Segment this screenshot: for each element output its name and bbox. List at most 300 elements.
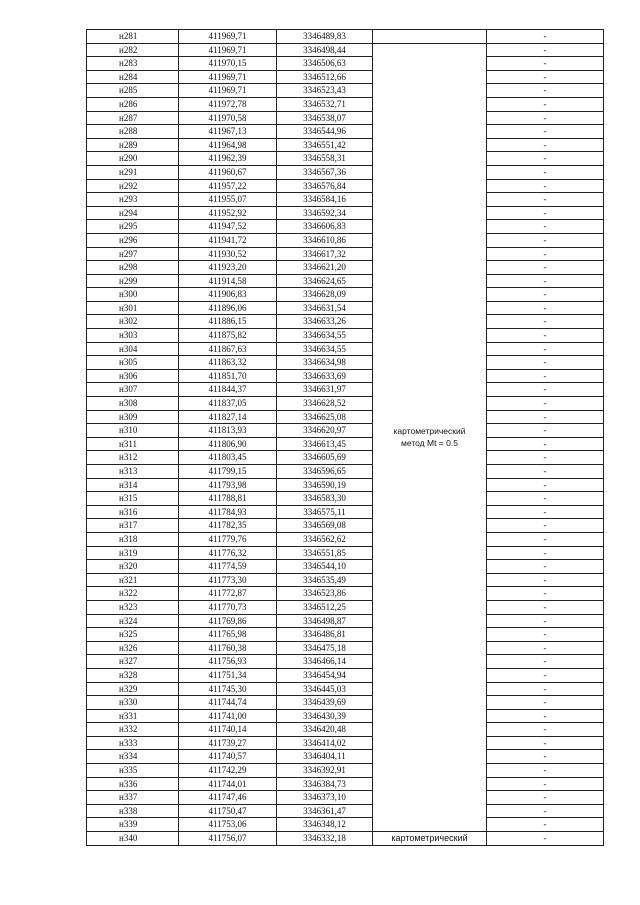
point-name-cell: н326 bbox=[87, 641, 179, 655]
point-name-cell: н302 bbox=[87, 315, 179, 329]
dash-cell: - bbox=[487, 465, 604, 479]
table-row bbox=[87, 641, 604, 655]
table-row bbox=[87, 424, 604, 438]
y-coordinate-cell: 3346575,11 bbox=[277, 505, 373, 519]
dash-cell: - bbox=[487, 342, 604, 356]
y-coordinate-cell: 3346624,65 bbox=[277, 274, 373, 288]
dash-cell: - bbox=[487, 233, 604, 247]
x-coordinate-cell: 411793,98 bbox=[179, 478, 277, 492]
dash-cell: - bbox=[487, 369, 604, 383]
point-name-cell: н295 bbox=[87, 220, 179, 234]
dash-cell: - bbox=[487, 641, 604, 655]
x-coordinate-cell: 411765,98 bbox=[179, 628, 277, 642]
point-name-cell: н313 bbox=[87, 465, 179, 479]
point-name-cell: н335 bbox=[87, 764, 179, 778]
point-name-cell: н305 bbox=[87, 356, 179, 370]
table-row bbox=[87, 682, 604, 696]
table-row bbox=[87, 261, 604, 275]
method-cell-last: картометрический bbox=[373, 832, 487, 846]
point-name-cell: н329 bbox=[87, 682, 179, 696]
point-name-cell: н282 bbox=[87, 43, 179, 57]
dash-cell: - bbox=[487, 424, 604, 438]
table-row bbox=[87, 818, 604, 832]
point-name-cell: н339 bbox=[87, 818, 179, 832]
y-coordinate-cell: 3346584,16 bbox=[277, 193, 373, 207]
point-name-cell: н333 bbox=[87, 736, 179, 750]
y-coordinate-cell: 3346475,18 bbox=[277, 641, 373, 655]
y-coordinate-cell: 3346486,81 bbox=[277, 628, 373, 642]
x-coordinate-cell: 411773,30 bbox=[179, 573, 277, 587]
table-row bbox=[87, 764, 604, 778]
table-row bbox=[87, 587, 604, 601]
table-row bbox=[87, 301, 604, 315]
point-name-cell: н336 bbox=[87, 777, 179, 791]
x-coordinate-cell: 411803,45 bbox=[179, 451, 277, 465]
x-coordinate-cell: 411742,29 bbox=[179, 764, 277, 778]
point-name-cell: н290 bbox=[87, 152, 179, 166]
dash-cell: - bbox=[487, 125, 604, 139]
table-row bbox=[87, 383, 604, 397]
point-name-cell: н308 bbox=[87, 397, 179, 411]
point-name-cell: н319 bbox=[87, 546, 179, 560]
point-name-cell: н287 bbox=[87, 111, 179, 125]
y-coordinate-cell: 3346606,83 bbox=[277, 220, 373, 234]
x-coordinate-cell: 411941,72 bbox=[179, 233, 277, 247]
dash-cell: - bbox=[487, 505, 604, 519]
table-row bbox=[87, 655, 604, 669]
y-coordinate-cell: 3346454,94 bbox=[277, 668, 373, 682]
y-coordinate-cell: 3346628,52 bbox=[277, 397, 373, 411]
table-row bbox=[87, 70, 604, 84]
y-coordinate-cell: 3346633,69 bbox=[277, 369, 373, 383]
dash-cell: - bbox=[487, 274, 604, 288]
table-row bbox=[87, 723, 604, 737]
dash-cell: - bbox=[487, 138, 604, 152]
table-row bbox=[87, 57, 604, 71]
table-row bbox=[87, 777, 604, 791]
table-row bbox=[87, 329, 604, 343]
dash-cell: - bbox=[487, 832, 604, 846]
y-coordinate-cell: 3346512,25 bbox=[277, 600, 373, 614]
table-row bbox=[87, 152, 604, 166]
method-cell-merged bbox=[373, 43, 487, 831]
point-name-cell: н340 bbox=[87, 832, 179, 846]
x-coordinate-cell: 411756,07 bbox=[179, 832, 277, 846]
table-row bbox=[87, 30, 604, 44]
dash-cell: - bbox=[487, 193, 604, 207]
dash-cell: - bbox=[487, 750, 604, 764]
point-name-cell: н307 bbox=[87, 383, 179, 397]
dash-cell: - bbox=[487, 301, 604, 315]
x-coordinate-cell: 411776,32 bbox=[179, 546, 277, 560]
table-row bbox=[87, 342, 604, 356]
x-coordinate-cell: 411799,15 bbox=[179, 465, 277, 479]
dash-cell: - bbox=[487, 709, 604, 723]
table-row bbox=[87, 125, 604, 139]
table-row bbox=[87, 247, 604, 261]
y-coordinate-cell: 3346620,97 bbox=[277, 424, 373, 438]
point-name-cell: н284 bbox=[87, 70, 179, 84]
y-coordinate-cell: 3346592,34 bbox=[277, 206, 373, 220]
table-row bbox=[87, 628, 604, 642]
point-name-cell: н324 bbox=[87, 614, 179, 628]
point-name-cell: н337 bbox=[87, 791, 179, 805]
x-coordinate-cell: 411957,22 bbox=[179, 179, 277, 193]
dash-cell: - bbox=[487, 165, 604, 179]
y-coordinate-cell: 3346617,32 bbox=[277, 247, 373, 261]
point-name-cell: н291 bbox=[87, 165, 179, 179]
y-coordinate-cell: 3346532,71 bbox=[277, 97, 373, 111]
y-coordinate-cell: 3346414,02 bbox=[277, 736, 373, 750]
dash-cell: - bbox=[487, 206, 604, 220]
x-coordinate-cell: 411851,70 bbox=[179, 369, 277, 383]
dash-cell: - bbox=[487, 383, 604, 397]
dash-cell: - bbox=[487, 532, 604, 546]
method-line-1: картометрический bbox=[393, 426, 466, 437]
dash-cell: - bbox=[487, 736, 604, 750]
point-name-cell: н314 bbox=[87, 478, 179, 492]
dash-cell: - bbox=[487, 437, 604, 451]
table-row bbox=[87, 804, 604, 818]
point-name-cell: н311 bbox=[87, 437, 179, 451]
y-coordinate-cell: 3346348,12 bbox=[277, 818, 373, 832]
dash-cell: - bbox=[487, 97, 604, 111]
y-coordinate-cell: 3346576,84 bbox=[277, 179, 373, 193]
x-coordinate-cell: 411753,06 bbox=[179, 818, 277, 832]
dash-cell: - bbox=[487, 329, 604, 343]
y-coordinate-cell: 3346430,39 bbox=[277, 709, 373, 723]
y-coordinate-cell: 3346512,66 bbox=[277, 70, 373, 84]
y-coordinate-cell: 3346506,63 bbox=[277, 57, 373, 71]
point-name-cell: н322 bbox=[87, 587, 179, 601]
table-row bbox=[87, 492, 604, 506]
y-coordinate-cell: 3346332,18 bbox=[277, 832, 373, 846]
point-name-cell: н316 bbox=[87, 505, 179, 519]
y-coordinate-cell: 3346628,09 bbox=[277, 288, 373, 302]
table-row bbox=[87, 709, 604, 723]
x-coordinate-cell: 411914,58 bbox=[179, 274, 277, 288]
table-row bbox=[87, 369, 604, 383]
x-coordinate-cell: 411952,92 bbox=[179, 206, 277, 220]
y-coordinate-cell: 3346535,49 bbox=[277, 573, 373, 587]
point-name-cell: н281 bbox=[87, 30, 179, 44]
dash-cell: - bbox=[487, 655, 604, 669]
x-coordinate-cell: 411970,15 bbox=[179, 57, 277, 71]
table-row bbox=[87, 397, 604, 411]
point-name-cell: н318 bbox=[87, 532, 179, 546]
dash-cell: - bbox=[487, 492, 604, 506]
dash-cell: - bbox=[487, 587, 604, 601]
y-coordinate-cell: 3346634,98 bbox=[277, 356, 373, 370]
point-name-cell: н310 bbox=[87, 424, 179, 438]
dash-cell: - bbox=[487, 57, 604, 71]
table-row bbox=[87, 288, 604, 302]
table-row bbox=[87, 560, 604, 574]
table-row bbox=[87, 465, 604, 479]
dash-cell: - bbox=[487, 30, 604, 44]
dash-cell: - bbox=[487, 600, 604, 614]
table-row bbox=[87, 97, 604, 111]
y-coordinate-cell: 3346420,48 bbox=[277, 723, 373, 737]
x-coordinate-cell: 411896,06 bbox=[179, 301, 277, 315]
y-coordinate-cell: 3346605,69 bbox=[277, 451, 373, 465]
x-coordinate-cell: 411886,15 bbox=[179, 315, 277, 329]
dash-cell: - bbox=[487, 723, 604, 737]
y-coordinate-cell: 3346373,10 bbox=[277, 791, 373, 805]
point-name-cell: н331 bbox=[87, 709, 179, 723]
x-coordinate-cell: 411806,90 bbox=[179, 437, 277, 451]
dash-cell: - bbox=[487, 397, 604, 411]
y-coordinate-cell: 3346621,20 bbox=[277, 261, 373, 275]
y-coordinate-cell: 3346523,86 bbox=[277, 587, 373, 601]
x-coordinate-cell: 411784,93 bbox=[179, 505, 277, 519]
x-coordinate-cell: 411741,00 bbox=[179, 709, 277, 723]
x-coordinate-cell: 411930,52 bbox=[179, 247, 277, 261]
dash-cell: - bbox=[487, 247, 604, 261]
x-coordinate-cell: 411779,76 bbox=[179, 532, 277, 546]
x-coordinate-cell: 411844,37 bbox=[179, 383, 277, 397]
table-row bbox=[87, 736, 604, 750]
x-coordinate-cell: 411923,20 bbox=[179, 261, 277, 275]
point-name-cell: н283 bbox=[87, 57, 179, 71]
coordinates-table-body bbox=[87, 30, 604, 846]
y-coordinate-cell: 3346590,19 bbox=[277, 478, 373, 492]
dash-cell: - bbox=[487, 84, 604, 98]
y-coordinate-cell: 3346610,86 bbox=[277, 233, 373, 247]
x-coordinate-cell: 411744,74 bbox=[179, 696, 277, 710]
x-coordinate-cell: 411964,98 bbox=[179, 138, 277, 152]
x-coordinate-cell: 411967,13 bbox=[179, 125, 277, 139]
dash-cell: - bbox=[487, 70, 604, 84]
table-row bbox=[87, 696, 604, 710]
point-name-cell: н303 bbox=[87, 329, 179, 343]
x-coordinate-cell: 411955,07 bbox=[179, 193, 277, 207]
x-coordinate-cell: 411969,71 bbox=[179, 30, 277, 44]
dash-cell: - bbox=[487, 791, 604, 805]
dash-cell: - bbox=[487, 179, 604, 193]
y-coordinate-cell: 3346631,54 bbox=[277, 301, 373, 315]
table-row bbox=[87, 220, 604, 234]
dash-cell: - bbox=[487, 573, 604, 587]
point-name-cell: н289 bbox=[87, 138, 179, 152]
point-name-cell: н293 bbox=[87, 193, 179, 207]
dash-cell: - bbox=[487, 356, 604, 370]
x-coordinate-cell: 411769,86 bbox=[179, 614, 277, 628]
x-coordinate-cell: 411875,82 bbox=[179, 329, 277, 343]
dash-cell: - bbox=[487, 682, 604, 696]
y-coordinate-cell: 3346551,42 bbox=[277, 138, 373, 152]
table-row bbox=[87, 138, 604, 152]
x-coordinate-cell: 411744,01 bbox=[179, 777, 277, 791]
y-coordinate-cell: 3346439,69 bbox=[277, 696, 373, 710]
x-coordinate-cell: 411827,14 bbox=[179, 410, 277, 424]
dash-cell: - bbox=[487, 560, 604, 574]
y-coordinate-cell: 3346538,07 bbox=[277, 111, 373, 125]
table-row bbox=[87, 546, 604, 560]
point-name-cell: н288 bbox=[87, 125, 179, 139]
table-row bbox=[87, 505, 604, 519]
table-row bbox=[87, 519, 604, 533]
table-row bbox=[87, 451, 604, 465]
x-coordinate-cell: 411969,71 bbox=[179, 70, 277, 84]
y-coordinate-cell: 3346625,08 bbox=[277, 410, 373, 424]
table-row bbox=[87, 274, 604, 288]
x-coordinate-cell: 411772,87 bbox=[179, 587, 277, 601]
table-row bbox=[87, 233, 604, 247]
x-coordinate-cell: 411947,52 bbox=[179, 220, 277, 234]
x-coordinate-cell: 411960,67 bbox=[179, 165, 277, 179]
y-coordinate-cell: 3346384,73 bbox=[277, 777, 373, 791]
point-name-cell: н320 bbox=[87, 560, 179, 574]
point-name-cell: н323 bbox=[87, 600, 179, 614]
point-name-cell: н285 bbox=[87, 84, 179, 98]
table-row bbox=[87, 43, 604, 57]
table-row bbox=[87, 532, 604, 546]
point-name-cell: н298 bbox=[87, 261, 179, 275]
dash-cell: - bbox=[487, 288, 604, 302]
dash-cell: - bbox=[487, 43, 604, 57]
table-row bbox=[87, 478, 604, 492]
point-name-cell: н315 bbox=[87, 492, 179, 506]
point-name-cell: н299 bbox=[87, 274, 179, 288]
x-coordinate-cell: 411837,05 bbox=[179, 397, 277, 411]
point-name-cell: н286 bbox=[87, 97, 179, 111]
x-coordinate-cell: 411774,59 bbox=[179, 560, 277, 574]
y-coordinate-cell: 3346634,55 bbox=[277, 342, 373, 356]
table-row bbox=[87, 668, 604, 682]
table-row bbox=[87, 206, 604, 220]
dash-cell: - bbox=[487, 777, 604, 791]
x-coordinate-cell: 411788,81 bbox=[179, 492, 277, 506]
x-coordinate-cell: 411740,14 bbox=[179, 723, 277, 737]
dash-cell: - bbox=[487, 410, 604, 424]
point-name-cell: н312 bbox=[87, 451, 179, 465]
dash-cell: - bbox=[487, 111, 604, 125]
table-row bbox=[87, 410, 604, 424]
dash-cell: - bbox=[487, 519, 604, 533]
dash-cell: - bbox=[487, 152, 604, 166]
x-coordinate-cell: 411770,73 bbox=[179, 600, 277, 614]
y-coordinate-cell: 3346404,11 bbox=[277, 750, 373, 764]
dash-cell: - bbox=[487, 546, 604, 560]
point-name-cell: н304 bbox=[87, 342, 179, 356]
table-row bbox=[87, 193, 604, 207]
method-cell-empty bbox=[373, 30, 487, 44]
x-coordinate-cell: 411740,57 bbox=[179, 750, 277, 764]
table-row bbox=[87, 111, 604, 125]
x-coordinate-cell: 411962,39 bbox=[179, 152, 277, 166]
y-coordinate-cell: 3346558,31 bbox=[277, 152, 373, 166]
dash-cell: - bbox=[487, 478, 604, 492]
x-coordinate-cell: 411867,63 bbox=[179, 342, 277, 356]
x-coordinate-cell: 411972,78 bbox=[179, 97, 277, 111]
point-name-cell: н294 bbox=[87, 206, 179, 220]
point-name-cell: н317 bbox=[87, 519, 179, 533]
point-name-cell: н292 bbox=[87, 179, 179, 193]
table-row bbox=[87, 179, 604, 193]
table-row bbox=[87, 315, 604, 329]
dash-cell: - bbox=[487, 315, 604, 329]
x-coordinate-cell: 411782,35 bbox=[179, 519, 277, 533]
x-coordinate-cell: 411906,83 bbox=[179, 288, 277, 302]
y-coordinate-cell: 3346544,10 bbox=[277, 560, 373, 574]
point-name-cell: н296 bbox=[87, 233, 179, 247]
x-coordinate-cell: 411760,38 bbox=[179, 641, 277, 655]
y-coordinate-cell: 3346489,83 bbox=[277, 30, 373, 44]
x-coordinate-cell: 411969,71 bbox=[179, 43, 277, 57]
table-row bbox=[87, 356, 604, 370]
x-coordinate-cell: 411739,27 bbox=[179, 736, 277, 750]
point-name-cell: н321 bbox=[87, 573, 179, 587]
y-coordinate-cell: 3346613,45 bbox=[277, 437, 373, 451]
table-row bbox=[87, 832, 604, 846]
y-coordinate-cell: 3346498,44 bbox=[277, 43, 373, 57]
dash-cell: - bbox=[487, 220, 604, 234]
x-coordinate-cell: 411756,93 bbox=[179, 655, 277, 669]
y-coordinate-cell: 3346634,55 bbox=[277, 329, 373, 343]
dash-cell: - bbox=[487, 804, 604, 818]
table-row bbox=[87, 791, 604, 805]
point-name-cell: н300 bbox=[87, 288, 179, 302]
table-row bbox=[87, 437, 604, 451]
point-name-cell: н325 bbox=[87, 628, 179, 642]
point-name-cell: н327 bbox=[87, 655, 179, 669]
x-coordinate-cell: 411745,30 bbox=[179, 682, 277, 696]
y-coordinate-cell: 3346523,43 bbox=[277, 84, 373, 98]
x-coordinate-cell: 411750,47 bbox=[179, 804, 277, 818]
point-name-cell: н306 bbox=[87, 369, 179, 383]
table-row bbox=[87, 84, 604, 98]
dash-cell: - bbox=[487, 764, 604, 778]
dash-cell: - bbox=[487, 451, 604, 465]
y-coordinate-cell: 3346392,91 bbox=[277, 764, 373, 778]
method-line-2: метод Mt = 0.5 bbox=[401, 438, 458, 449]
point-name-cell: н338 bbox=[87, 804, 179, 818]
dash-cell: - bbox=[487, 628, 604, 642]
point-name-cell: н328 bbox=[87, 668, 179, 682]
table-row bbox=[87, 165, 604, 179]
y-coordinate-cell: 3346631,97 bbox=[277, 383, 373, 397]
dash-cell: - bbox=[487, 696, 604, 710]
dash-cell: - bbox=[487, 818, 604, 832]
y-coordinate-cell: 3346596,65 bbox=[277, 465, 373, 479]
y-coordinate-cell: 3346551,85 bbox=[277, 546, 373, 560]
table-row bbox=[87, 573, 604, 587]
table-row bbox=[87, 600, 604, 614]
y-coordinate-cell: 3346466,14 bbox=[277, 655, 373, 669]
table-row bbox=[87, 614, 604, 628]
x-coordinate-cell: 411747,46 bbox=[179, 791, 277, 805]
point-name-cell: н332 bbox=[87, 723, 179, 737]
x-coordinate-cell: 411751,34 bbox=[179, 668, 277, 682]
x-coordinate-cell: 411863,32 bbox=[179, 356, 277, 370]
dash-cell: - bbox=[487, 614, 604, 628]
point-name-cell: н297 bbox=[87, 247, 179, 261]
dash-cell: - bbox=[487, 261, 604, 275]
y-coordinate-cell: 3346498,87 bbox=[277, 614, 373, 628]
point-name-cell: н330 bbox=[87, 696, 179, 710]
y-coordinate-cell: 3346569,08 bbox=[277, 519, 373, 533]
y-coordinate-cell: 3346544,96 bbox=[277, 125, 373, 139]
x-coordinate-cell: 411970,58 bbox=[179, 111, 277, 125]
x-coordinate-cell: 411969,71 bbox=[179, 84, 277, 98]
x-coordinate-cell: 411813,93 bbox=[179, 424, 277, 438]
y-coordinate-cell: 3346583,30 bbox=[277, 492, 373, 506]
point-name-cell: н334 bbox=[87, 750, 179, 764]
table-row bbox=[87, 750, 604, 764]
y-coordinate-cell: 3346633,26 bbox=[277, 315, 373, 329]
point-name-cell: н301 bbox=[87, 301, 179, 315]
